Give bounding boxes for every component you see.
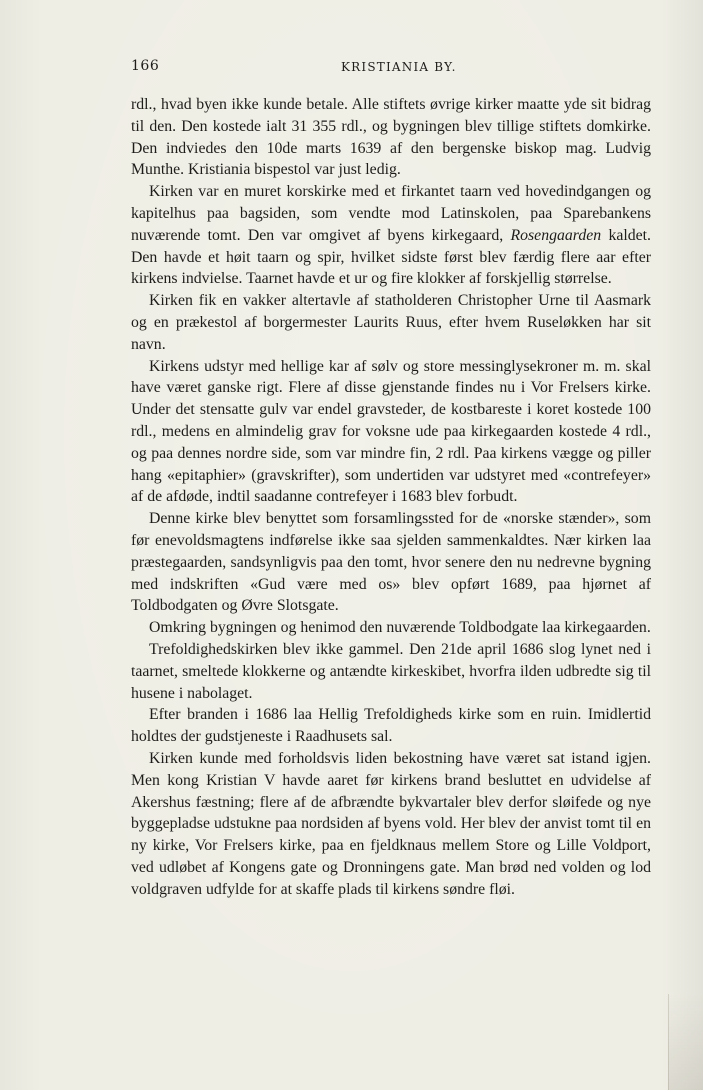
paragraph-2-before: Kirken var en muret korskirke med et firkantet taarn ved hovedindgangen og kapitelhus paa bagsiden, som vendte mod Latinskolen, paa Sparebankens nuværende tomt. Den var omgivet af byens kirkegaard,	[131, 183, 651, 244]
paragraph-8: Efter branden i 1686 laa Hellig Trefoldigheds kirke som en ruin. Imidlertid holdtes der gudstjeneste i Raadhusets sal.	[131, 706, 651, 746]
paragraph-6: Omkring bygningen og henimod den nuværende Toldbodgate laa kirkegaarden.	[149, 619, 651, 637]
running-head: KRISTIANIA BY.	[341, 60, 457, 74]
page-number: 166	[131, 58, 160, 74]
paragraph-2-emphasis: Rosengaarden	[510, 226, 602, 244]
paragraph-9: Kirken kunde med forholdsvis liden bekostning have været sat istand igjen. Men kong Kristian V havde aaret før kirkens brand besluttet en udvidelse af Akershus fæstning; flere af de afbrændte bykvartaler blev derfor sløifede og nye byggepladse udstukne paa nordsiden af byens vold. Her blev der anvist tomt til en ny kirke, Vor Frelsers kirke, paa en fjeldknaus mellem Store og Lille Voldport, ved udløbet af Kongens gate og Dronningens gate. Man brød ned volden og lod voldgraven udfylde for at skaffe plads til kirkens søndre fløi.	[131, 749, 651, 898]
paragraph-2-after: kaldet. Den havde et høit taarn og spir, hvilket sidste først blev færdig flere aar efter kirkens indvielse. Taarnet havde et ur og fire klokker af forskjellig størrelse.	[131, 226, 651, 288]
paragraph-4: Kirkens udstyr med hellige kar af sølv og store messinglysekroner m. m. skal have været ganske rigt. Flere af disse gjenstande findes nu i Vor Frelsers kirke. Under det stensatte gulv var endel gravsteder, de kostbareste i koret kostede 100 rdl., medens en almindelig grav for voksne ude paa kirkegaarden kostede 4 rdl., og paa dennes nordre side, som var mindre fin, 2 rdl. Paa kirkens vægge og piller hang «epitaphier» (gravskrifter), som undertiden var udstyret med «contrefeyer» af de afdøde, indtil saadanne contrefeyer i 1683 blev forbudt.	[131, 357, 651, 506]
paragraph-7: Trefoldighedskirken blev ikke gammel. Den 21de april 1686 slog lynet ned i taarnet, smeltede klokkerne og antændte kirkeskibet, hvorfra ilden udbredte sig til husene i nabolaget.	[131, 640, 651, 702]
paragraph-1: rdl., hvad byen ikke kunde betale. Alle stiftets øvrige kirker maatte yde sit bidrag til den. Den kostede ialt 31 355 rdl., og bygningen blev tillige stiftets domkirke. Den indviedes den 10de marts 1639 af den bergenske biskop mag. Ludvig Munthe. Kristiania bispestol var just ledig.	[131, 96, 651, 179]
page-corner-shadow	[668, 994, 703, 1090]
paragraph-3: Kirken fik en vakker altertavle af statholderen Christopher Urne til Aasmark og en prækestol af borgermester Laurits Ruus, efter hvem Ruseløkken har sit navn.	[131, 292, 651, 353]
body-text	[131, 94, 651, 900]
page-header	[131, 58, 651, 78]
paragraph-5: Denne kirke blev benyttet som forsamlingssted for de «norske stænder», som før enevoldsmagtens indførelse ikke saa sjelden sammenkaldtes. Nær kirken laa præstegaarden, sandsynligvis paa den tomt, hvor senere den nu nedrevne bygning med indskriften «Gud være med os» blev opført 1689, paa hjørnet af Toldbodgaten og Øvre Slotsgate.	[131, 510, 651, 615]
paragraph-2	[131, 181, 651, 290]
